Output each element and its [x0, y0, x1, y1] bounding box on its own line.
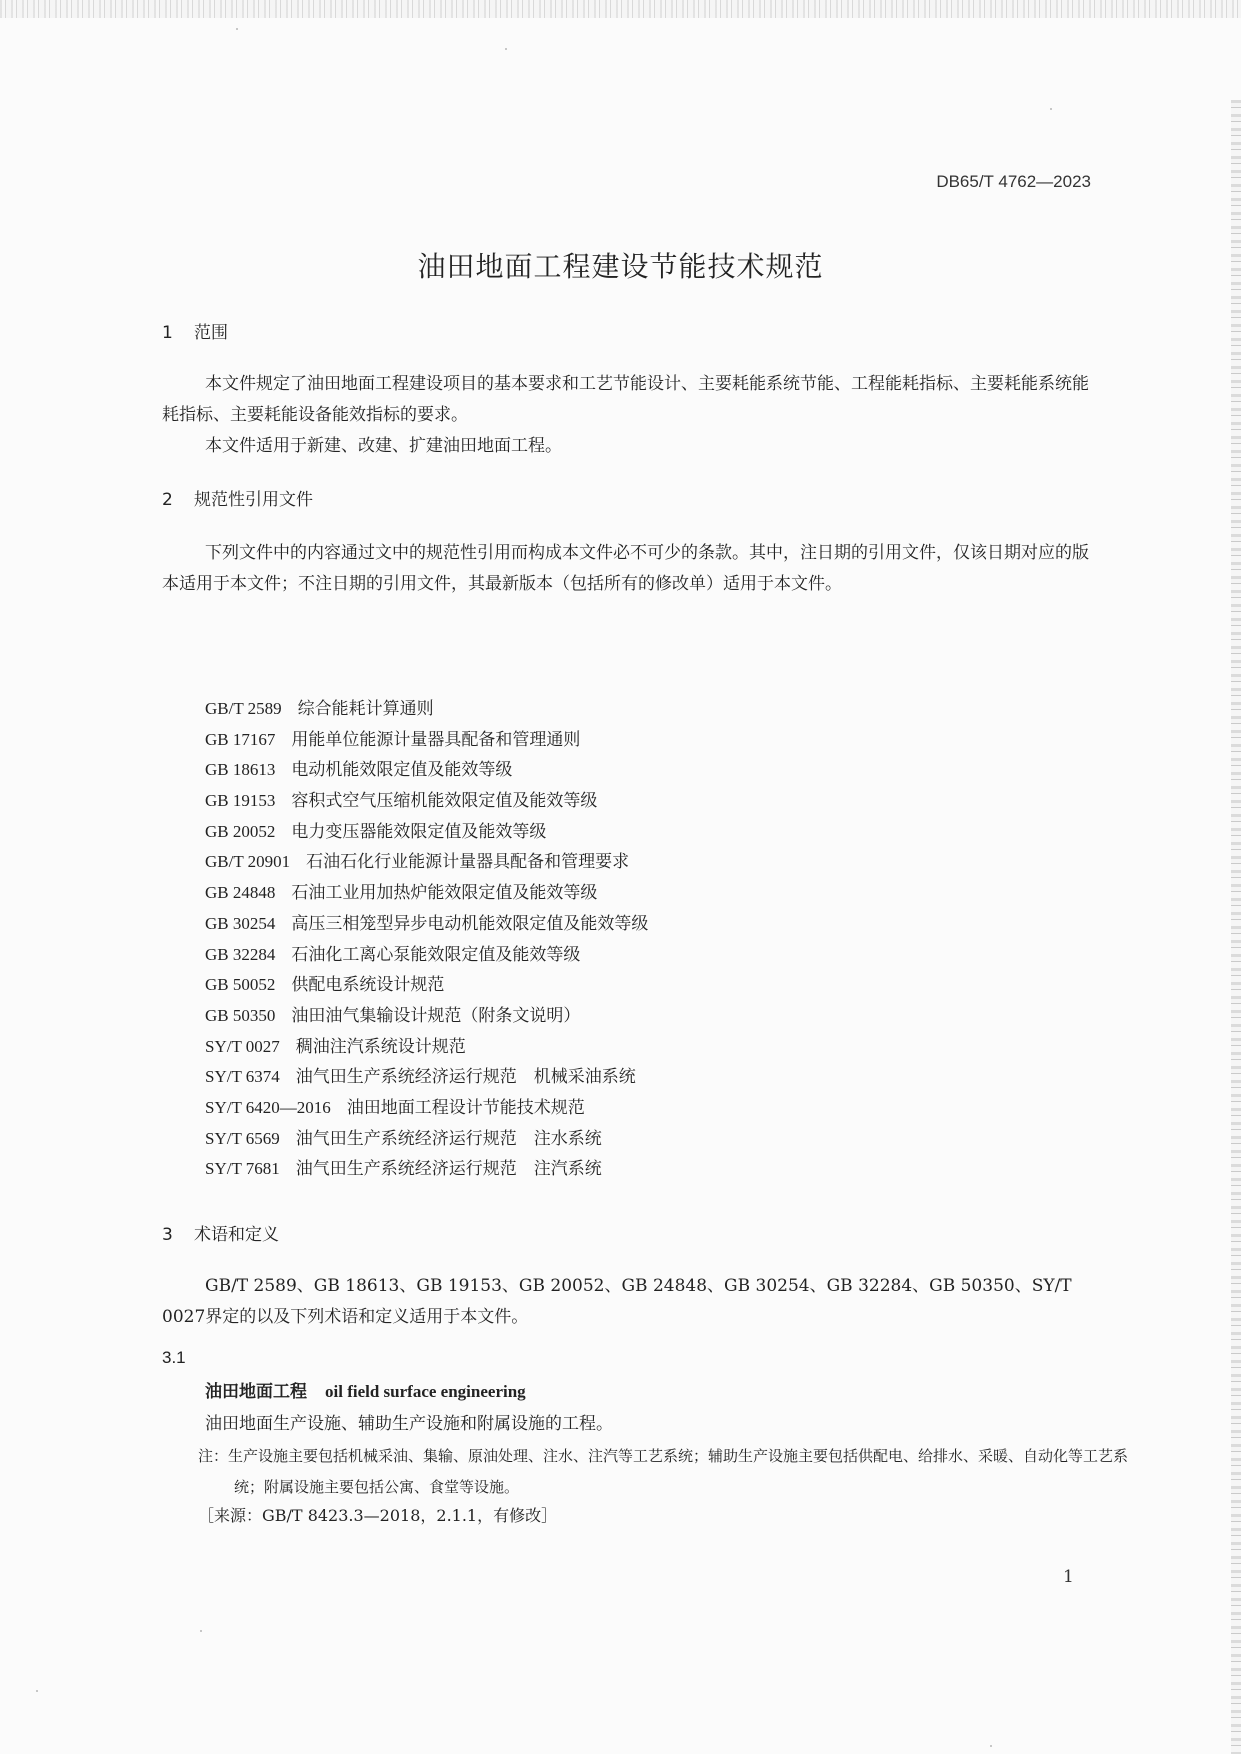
scan-noise-right: [1231, 100, 1241, 1754]
reference-code: GB 18613: [205, 760, 276, 780]
reference-title: 容积式空气压缩机能效限定值及能效等级: [291, 791, 598, 812]
reference-title: 稠油注汽系统设计规范: [295, 1036, 466, 1057]
scan-speck: [236, 28, 238, 30]
reference-title: 油气田生产系统经济运行规范 注汽系统: [295, 1159, 602, 1180]
reference-title: 综合能耗计算通则: [297, 699, 434, 719]
scan-speck: [505, 48, 507, 50]
reference-title: 高压三相笼型异步电动机能效限定值及能效等级: [291, 913, 649, 934]
applicability-paragraph: 本文件适用于新建、改建、扩建油田地面工程。: [205, 436, 562, 456]
reference-item: [205, 694, 648, 725]
reference-title: 石油工业用加热炉能效限定值及能效等级: [291, 883, 598, 904]
reference-item: [205, 755, 648, 786]
section-3-heading: [162, 1220, 279, 1245]
term-entry: [205, 1377, 526, 1407]
reference-title: 石油化工离心泵能效限定值及能效等级: [291, 944, 581, 965]
term-english: oil field surface engineering: [325, 1382, 526, 1401]
reference-title: 电动机能效限定值及能效等级: [291, 760, 513, 781]
terms-intro: GB/T 2589、GB 18613、GB 19153、GB 20052、GB 24848、GB 30254、GB 32284、GB 50350、SY/T 0027界定的以及下列术语和定义适用于本文件。: [162, 1276, 1072, 1327]
reference-item: [205, 847, 648, 878]
reference-item: [205, 970, 648, 1001]
reference-code: SY/T 6374: [205, 1067, 280, 1087]
reference-code: GB 19153: [205, 791, 276, 811]
reference-item: [205, 940, 648, 971]
scan-speck: [990, 1745, 992, 1747]
section-1-heading: [162, 318, 228, 343]
reference-code: SY/T 6569: [205, 1128, 280, 1148]
reference-code: GB 20052: [205, 821, 276, 841]
reference-item: [205, 1062, 648, 1093]
reference-code: SY/T 0027: [205, 1036, 280, 1056]
reference-title: 石油石化行业能源计量器具配备和管理要求: [306, 852, 630, 873]
reference-item: [205, 878, 648, 909]
page-number: 1: [1063, 1567, 1074, 1587]
reference-item: [205, 909, 648, 940]
term-chinese: 油田地面工程: [205, 1382, 307, 1402]
scan-speck: [1050, 108, 1052, 110]
section-number: 2: [162, 490, 173, 510]
document-code: DB65/T 4762—2023: [936, 172, 1091, 191]
scope-paragraph: 本文件规定了油田地面工程建设项目的基本要求和工艺节能设计、主要耗能系统节能、工程能耗指标、主要耗能系统能耗指标、主要耗能设备能效指标的要求。: [162, 374, 1089, 425]
reference-item: [205, 1093, 648, 1124]
reference-title: 油气田生产系统经济运行规范 注水系统: [295, 1128, 602, 1149]
reference-title: 油气田生产系统经济运行规范 机械采油系统: [295, 1067, 636, 1088]
reference-title: 油田地面工程设计节能技术规范: [346, 1097, 585, 1118]
scan-noise-top: [0, 0, 1241, 18]
reference-item: [205, 1124, 648, 1155]
reference-code: GB/T 2589: [205, 699, 282, 718]
term-definition: 油田地面生产设施、辅助生产设施和附属设施的工程。: [205, 1414, 613, 1434]
reference-code: GB 17167: [205, 729, 276, 749]
document-title: 油田地面工程建设节能技术规范: [417, 250, 824, 283]
scan-speck: [200, 1630, 202, 1632]
scan-speck: [36, 1690, 38, 1692]
section-2-heading: [162, 485, 313, 510]
reference-code: GB 24848: [205, 883, 276, 903]
reference-item: [205, 1001, 648, 1032]
reference-code: SY/T 7681: [205, 1159, 280, 1179]
references-intro: 下列文件中的内容通过文中的规范性引用而构成本文件必不可少的条款。其中，注日期的引用文件，仅该日期对应的版本适用于本文件；不注日期的引用文件，其最新版本（包括所有的修改单）适用于本文件。: [162, 543, 1089, 594]
reference-item: [205, 725, 648, 756]
reference-item: [205, 817, 648, 848]
reference-item: [205, 786, 648, 817]
section-title: 术语和定义: [194, 1225, 279, 1245]
section-title: 规范性引用文件: [194, 490, 313, 510]
term-source: ［来源：GB/T 8423.3—2018，2.1.1，有修改］: [198, 1506, 558, 1525]
section-number: 1: [162, 323, 173, 343]
term-note: 注：生产设施主要包括机械采油、集输、原油处理、注水、注汽等工艺系统；辅助生产设施主要包括供配电、给排水、采暖、自动化等工艺系统；附属设施主要包括公寓、食堂等设施。: [198, 1447, 1129, 1496]
section-number: 3: [162, 1225, 173, 1245]
reference-code: GB 50052: [205, 975, 276, 995]
reference-code: GB 50350: [205, 1005, 276, 1025]
reference-title: 油田油气集输设计规范（附条文说明）: [291, 1005, 581, 1026]
reference-code: GB 32284: [205, 944, 276, 964]
reference-list: [205, 694, 648, 1185]
term-number: 3.1: [162, 1348, 186, 1367]
reference-title: 用能单位能源计量器具配备和管理通则: [291, 729, 581, 750]
reference-title: 电力变压器能效限定值及能效等级: [291, 821, 547, 842]
reference-title: 供配电系统设计规范: [291, 975, 445, 996]
reference-item: [205, 1154, 648, 1185]
reference-code: GB 30254: [205, 913, 276, 933]
reference-item: [205, 1032, 648, 1063]
section-title: 范围: [194, 323, 228, 343]
reference-code: GB/T 20901: [205, 852, 291, 872]
reference-code: SY/T 6420—2016: [205, 1097, 331, 1117]
